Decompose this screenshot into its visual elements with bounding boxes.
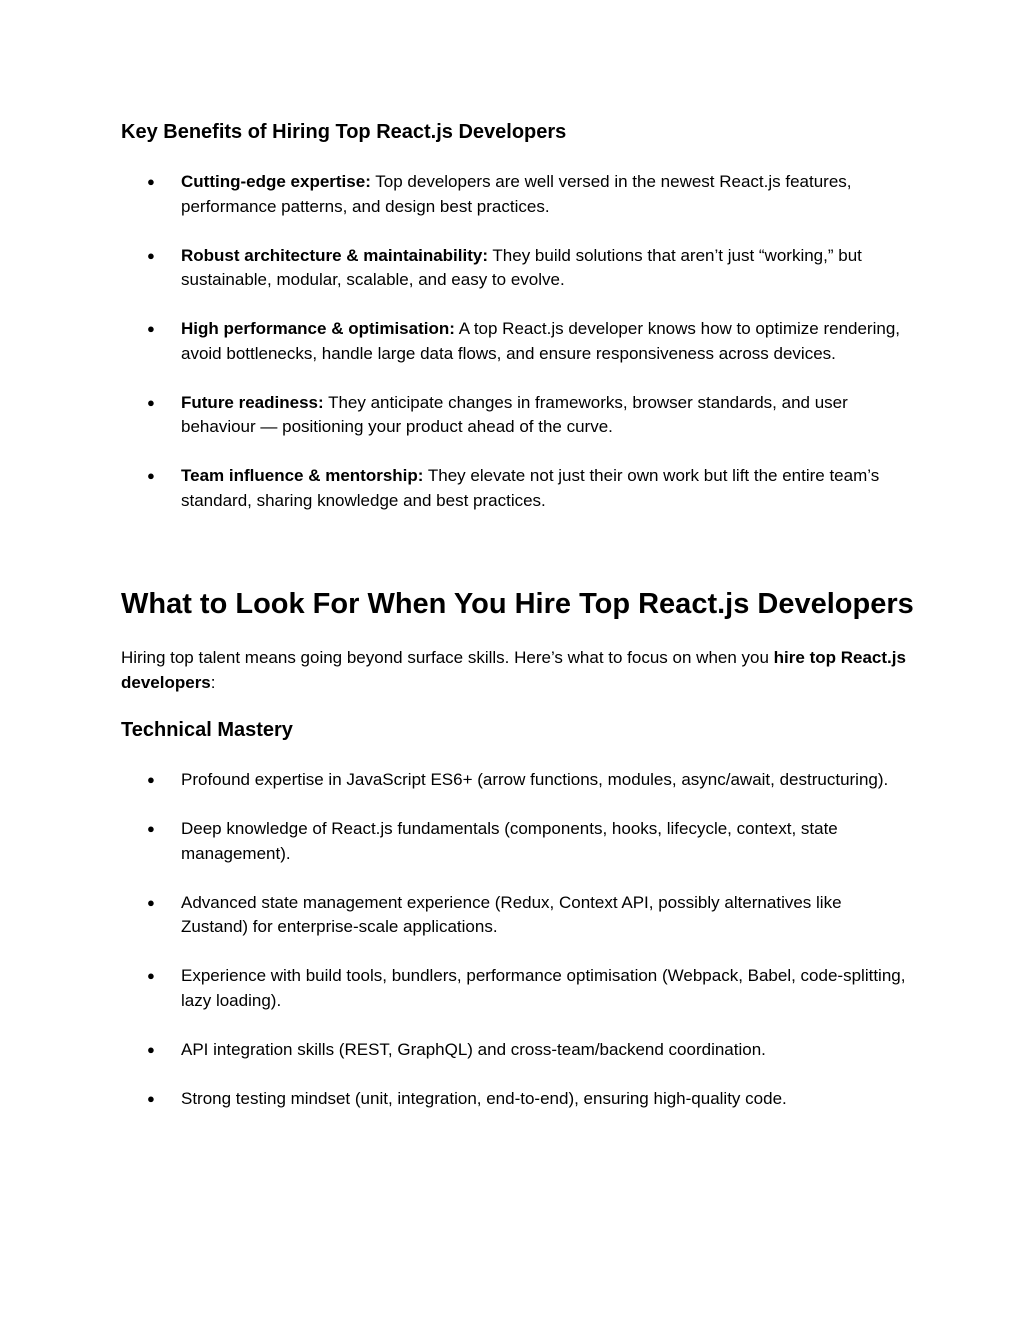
list-item [121,244,911,293]
list-item: ● Profound expertise in JavaScript ES6+ (arrow functions, modules, async/await, destructuring). [121,768,911,793]
item-text: Top developers are well versed in the newest React.js features, performance patterns, and design best practices. [181,172,852,216]
intro-bold: hire top React.js developers [121,648,906,692]
item-title: Cutting-edge expertise: [181,172,371,191]
list-item: ● Deep knowledge of React.js fundamentals (components, hooks, lifecycle, context, state management). [121,817,911,866]
list-item [121,391,911,440]
subheading-technical-mastery: Technical Mastery [121,719,293,741]
list-item: ● Strong testing mindset (unit, integration, end-to-end), ensuring high-quality code. [121,1087,911,1112]
item-title: Future readiness: [181,392,324,412]
item-title: High performance & optimisation: [181,319,455,338]
item-text: They build solutions that aren’t just “working,” but sustainable, modular, scalable, and easy to evolve. [181,245,862,289]
list-item: ● Advanced state management experience (Redux, Context API, possibly alternatives like Zustand) for enterprise-scale applications. [121,891,911,940]
intro-paragraph [121,646,911,695]
section-heading-benefits: Key Benefits of Hiring Top React.js Developers [121,121,567,143]
item-text: They anticipate changes in frameworks, browser standards, and user behaviour — positioning your product ahead of the curve. [181,392,848,436]
list-item [121,170,911,219]
intro-text: Hiring top talent means going beyond surface skills. Here’s what to focus on when you [121,648,774,667]
list-item [121,317,911,366]
list-item: ● Experience with build tools, bundlers, performance optimisation (Webpack, Babel, code-splitting, lazy loading). [121,964,911,1013]
list-item [121,464,911,513]
page-title: What to Look For When You Hire Top React.js Developers [121,588,914,620]
item-title: Team influence & mentorship: [181,466,424,485]
list-item: ● API integration skills (REST, GraphQL) and cross-team/backend coordination. [121,1038,911,1063]
intro-end: : [210,672,216,692]
benefits-list [121,170,911,538]
item-text: A top React.js developer knows how to optimize rendering, avoid bottlenecks, handle large data flows, and ensure responsiveness across devices. [181,319,901,363]
item-text: They elevate not just their own work but lift the entire team’s standard, sharing knowledge and best practices. [181,466,880,510]
skills-list [121,768,911,1136]
item-title: Robust architecture & maintainability: [181,245,488,265]
